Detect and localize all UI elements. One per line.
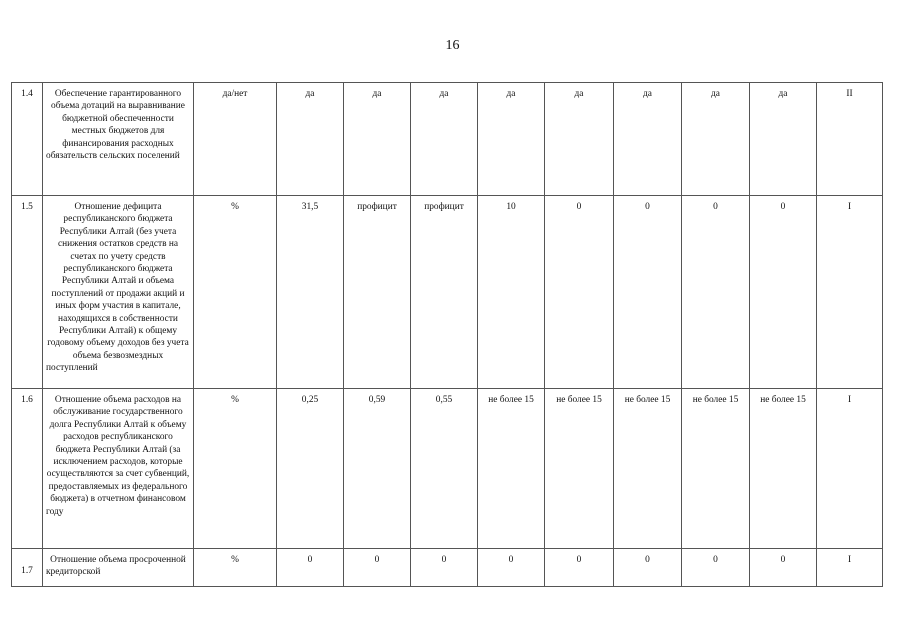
unit-cell: % — [194, 549, 277, 587]
value-cell: 31,5 — [277, 196, 344, 389]
value-cell: 0 — [614, 196, 682, 389]
row-number: 1.7 — [12, 549, 43, 587]
value-cell: 0 — [682, 549, 750, 587]
value-cell: 0 — [750, 196, 817, 389]
category-cell: II — [817, 83, 883, 196]
value-cell: 0 — [682, 196, 750, 389]
value-cell: да — [478, 83, 545, 196]
table-row — [12, 83, 883, 196]
value-cell: 0,59 — [344, 389, 411, 549]
category-cell: I — [817, 549, 883, 587]
value-cell: 0 — [545, 549, 614, 587]
table-row — [12, 196, 883, 389]
unit-cell: % — [194, 389, 277, 549]
value-cell: да — [545, 83, 614, 196]
value-cell: да — [344, 83, 411, 196]
value-cell: 0 — [545, 196, 614, 389]
row-number: 1.4 — [12, 83, 43, 196]
value-cell: 0 — [411, 549, 478, 587]
value-cell: 0 — [614, 549, 682, 587]
unit-cell: да/нет — [194, 83, 277, 196]
value-cell: да — [614, 83, 682, 196]
value-cell: не более 15 — [545, 389, 614, 549]
value-cell: 0 — [344, 549, 411, 587]
row-number: 1.6 — [12, 389, 43, 549]
table-row — [12, 389, 883, 549]
category-cell: I — [817, 389, 883, 549]
value-cell: не более 15 — [750, 389, 817, 549]
category-cell: I — [817, 196, 883, 389]
value-cell: 0 — [750, 549, 817, 587]
value-cell: 0 — [277, 549, 344, 587]
row-number: 1.5 — [12, 196, 43, 389]
value-cell: да — [750, 83, 817, 196]
value-cell: да — [682, 83, 750, 196]
indicator-description: Отношение объема просроченной кредиторской — [43, 549, 194, 587]
value-cell: 10 — [478, 196, 545, 389]
value-cell: профицит — [411, 196, 478, 389]
value-cell: не более 15 — [614, 389, 682, 549]
indicator-description: Отношение дефицита республиканского бюджета Республики Алтай (без учета снижения остатков средств на счетах по учету средств республиканского бюджета Республики Алтай и объема поступлений от продажи акций и иных форм участия в капитале, находящихся в собственности Республики Алтай) к общему годовому объему доходов без учета объема безвозмездных поступлений — [43, 196, 194, 389]
value-cell: профицит — [344, 196, 411, 389]
value-cell: 0 — [478, 549, 545, 587]
value-cell: 0,25 — [277, 389, 344, 549]
value-cell: да — [277, 83, 344, 196]
page-number: 16 — [445, 38, 460, 53]
indicator-table — [11, 82, 883, 587]
unit-cell: % — [194, 196, 277, 389]
table-row — [12, 549, 883, 587]
value-cell: не более 15 — [682, 389, 750, 549]
value-cell: 0,55 — [411, 389, 478, 549]
indicator-description: Обеспечение гарантированного объема дотаций на выравнивание бюджетной обеспеченности местных бюджетов для финансирования расходных обязательств сельских поселений — [43, 83, 194, 196]
value-cell: да — [411, 83, 478, 196]
indicator-description: Отношение объема расходов на обслуживание государственного долга Республики Алтай к объему расходов республиканского бюджета Республики Алтай (за исключением расходов, которые осуществляются за счет субвенций, предоставляемых из федерального бюджета) в отчетном финансовом году — [43, 389, 194, 549]
value-cell: не более 15 — [478, 389, 545, 549]
